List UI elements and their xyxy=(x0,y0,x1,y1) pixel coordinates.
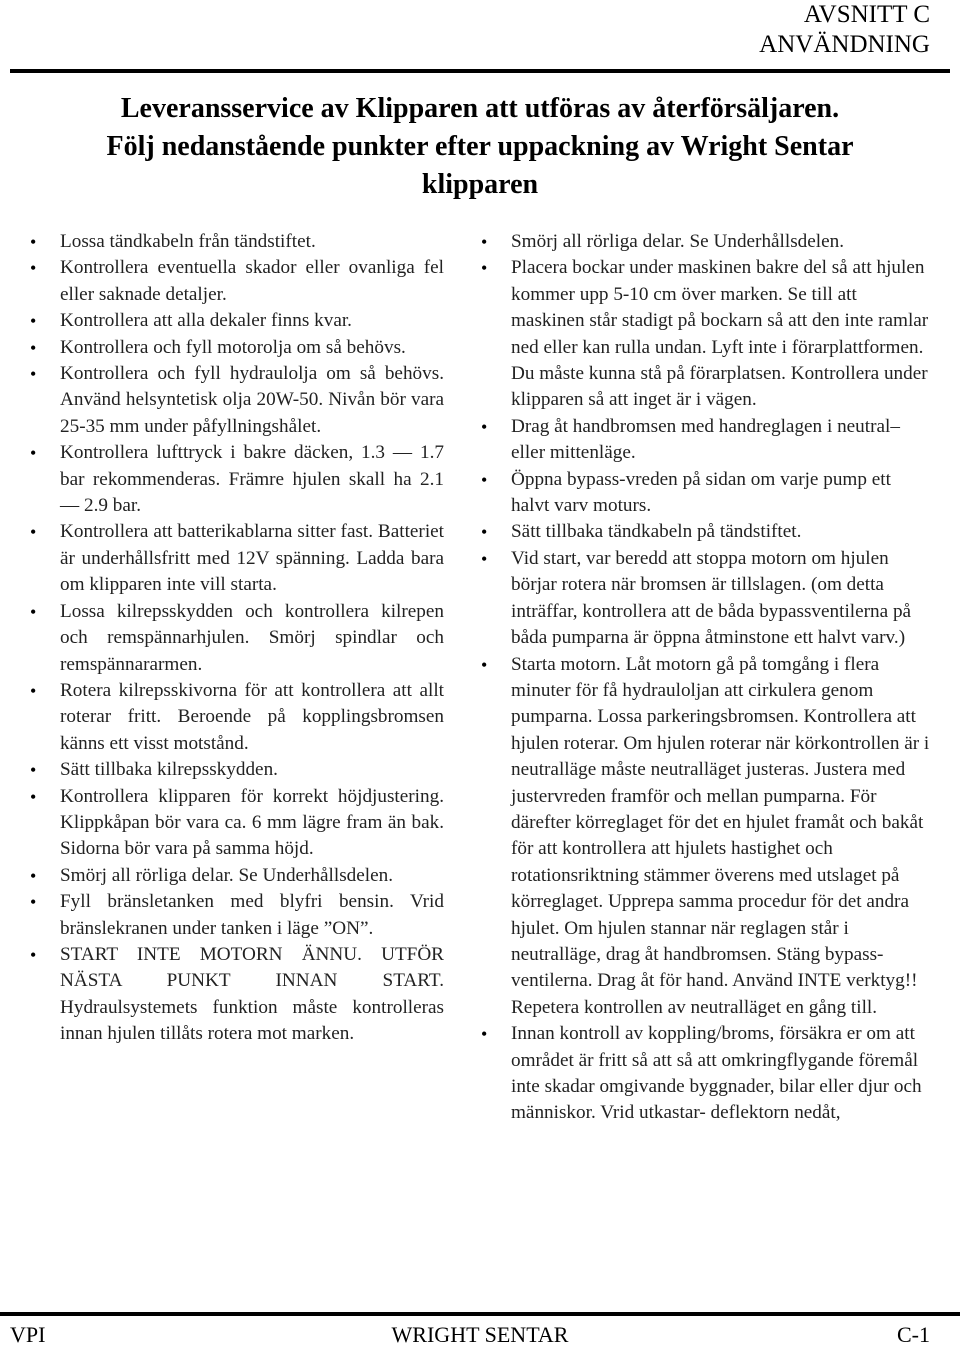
list-item: • Drag åt handbromsen med handreglagen i neutral– eller mittenläge. xyxy=(511,414,931,467)
title-line-3: klipparen xyxy=(421,169,539,200)
right-checklist xyxy=(511,229,931,1127)
page-number: C-1 xyxy=(897,1322,930,1347)
list-item: • Vid start, var beredd att stoppa motorn om hjulen börjar rotera när bromsen är tillslagen. (om detta inträffar, kontrollera att de båda bypassventilerna på båda pumparna är öppna åtminstone ett halvt varv.) xyxy=(511,546,931,652)
list-item: • Kontrollera och fyll motorolja om så behövs. xyxy=(60,335,444,361)
list-item: • Kontrollera att alla dekaler finns kvar. xyxy=(60,308,444,334)
list-item: • Smörj all rörliga delar. Se Underhållsdelen. xyxy=(60,863,444,889)
list-item: • START INTE MOTORN ÄNNU. UTFÖR NÄSTA PUNKT INNAN START. Hydraulsystemets funktion måste kontrolleras innan hjulen tillåts rotera mot marken. xyxy=(60,942,444,1048)
list-item: • Kontrollera klipparen för korrekt höjdjustering. Klippkåpan bör vara ca. 6 mm lägre fram än bak. Sidorna bör vara på samma höjd. xyxy=(60,784,444,863)
header-rule xyxy=(10,69,950,73)
list-item: • Lossa kilrepsskydden och kontrollera kilrepen och remspännarhjulen. Smörj spindlar och remspännararmen. xyxy=(60,599,444,678)
list-item: • Lossa tändkabeln från tändstiftet. xyxy=(60,229,444,255)
footer-left: VPI xyxy=(10,1322,46,1347)
list-item: • Sätt tillbaka tändkabeln på tändstiftet. xyxy=(511,519,931,545)
list-item: • Smörj all rörliga delar. Se Underhållsdelen. xyxy=(511,229,931,255)
list-item: • Rotera kilrepsskivorna för att kontrollera att allt roterar fritt. Beroende på kopplingsbromsen känns ett visst motstånd. xyxy=(60,678,444,757)
list-item: • Kontrollera lufttryck i bakre däcken, 1.3 — 1.7 bar rekommenderas. Främre hjulen skall ha 2.1 — 2.9 bar. xyxy=(60,440,444,519)
list-item: • Kontrollera eventuella skador eller ovanliga fel eller saknade detaljer. xyxy=(60,255,444,308)
list-item: • Innan kontroll av koppling/broms, försäkra er om att området är fritt så att så att omkringflygande föremål inte skadar omgivande byggnader, bilar eller djur och människor. Vrid utkastar- deflektorn nedåt, xyxy=(511,1021,931,1127)
footer-rule xyxy=(0,1312,960,1316)
page-title xyxy=(40,90,920,204)
title-line-1: Leveransservice av Klipparen att utföras av återförsäljaren. xyxy=(120,93,840,124)
list-item: • Sätt tillbaka kilrepsskydden. xyxy=(60,757,444,783)
list-item: • Kontrollera och fyll hydraulolja om så behövs. Använd helsyntetisk olja 20W-50. Nivån bör vara 25-35 mm under påfyllningshålet. xyxy=(60,361,444,440)
list-item: • Starta motorn. Låt motorn gå på tomgång i flera minuter för få hydrauloljan att cirkulera genom pumparna. Lossa parkeringsbromsen. Kontrollera att hjulen roterar. Om hjulen roterar när körkontrollen är i neutralläge måste neutralläget justeras. Justera med justervreden framför och mellan pumparna. För därefter körreglaget för det en hjulet framåt och bakåt för att kontrollera att hjulets hastighet och rotationsriktning stämmer överens med utslaget på körreglaget. Upprepa samma procedur för det andra hjulet. Om hjulen stannar när reglagen står i neutralläge, drag åt handbromsen. Stäng bypass-ventilerna. Drag åt för hand. Använd INTE verktyg!! Repetera kontrollen av neutralläget en gång till. xyxy=(511,652,931,1022)
list-item: • Öppna bypass-vreden på sidan om varje pump ett halvt varv moturs. xyxy=(511,467,931,520)
left-checklist xyxy=(60,229,444,1048)
section-label: AVSNITT C xyxy=(803,1,930,28)
list-item: • Kontrollera att batterikablarna sitter fast. Batteriet är underhållsfritt med 12V spänning. Ladda bara om klipparen inte vill starta. xyxy=(60,519,444,598)
footer-center: WRIGHT SENTAR xyxy=(391,1322,569,1347)
list-item: • Placera bockar under maskinen bakre del så att hjulen kommer upp 5-10 cm över marken. Se till att maskinen står stadigt på bockarn så att den inte ramlar ned eller kan rulla undan. Lyft inte i förarplattformen. Du måste kunna stå på förarplatsen. Kontrollera under klipparen så att inget är i vägen. xyxy=(511,255,931,413)
section-header xyxy=(759,0,930,60)
subsection-label: ANVÄNDNING xyxy=(759,31,930,58)
list-item: • Fyll bränsletanken med blyfri bensin. Vrid bränslekranen under tanken i läge ”ON”. xyxy=(60,889,444,942)
title-line-2: Följ nedanstående punkter efter uppackning av Wright Sentar xyxy=(106,131,854,162)
